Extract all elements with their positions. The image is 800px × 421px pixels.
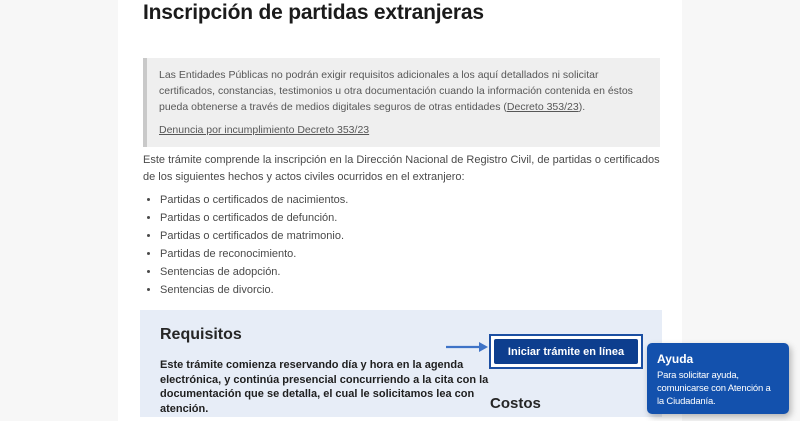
start-procedure-button-focus-ring xyxy=(489,334,643,369)
notice-text: Las Entidades Públicas no podrán exigir requisitos adicionales a los aquí detallados ni solicitar certificados, constancias, testimonios u otra documentación cuando la información contenida en éstos pueda obtenerse a través de medios digitales seguros de otras entidades ( xyxy=(159,69,633,113)
help-tooltip-title: Ayuda xyxy=(657,352,694,366)
start-procedure-button[interactable]: Iniciar trámite en línea xyxy=(494,339,638,364)
list-item: • Sentencias de divorcio. xyxy=(160,284,640,297)
page-title: Inscripción de partidas extranjeras xyxy=(143,1,484,24)
decree-link[interactable]: Decreto 353/23 xyxy=(506,101,579,113)
arrow-right-icon xyxy=(445,340,489,354)
requisitos-paragraph: Este trámite comienza reservando día y hora en la agenda electrónica, y continúa presencial concurriendo a la cita con la documentación que se detalla, el cual le solicitamos lea con atención. xyxy=(160,359,489,415)
costos-heading: Costos xyxy=(490,395,541,412)
requisitos-heading: Requisitos xyxy=(160,326,242,343)
intro-paragraph: Este trámite comprende la inscripción en la Dirección Nacional de Registro Civil, de partidas o certificados de los siguientes hechos y actos civiles ocurridos en el extranjero: xyxy=(143,154,660,183)
list-item: • Partidas de reconocimiento. xyxy=(160,248,640,261)
public-entities-notice xyxy=(143,58,660,147)
help-tooltip xyxy=(647,343,789,414)
help-tooltip-body: Para solicitar ayuda, comunicarse con Atención a la Ciudadanía. xyxy=(657,370,771,407)
list-item: • Partidas o certificados de matrimonio. xyxy=(160,230,640,243)
complaint-decree-link[interactable]: Denuncia por incumplimiento Decreto 353/23 xyxy=(159,124,370,136)
list-item: • Partidas o certificados de nacimientos. xyxy=(160,194,640,207)
list-item: • Partidas o certificados de defunción. xyxy=(160,212,640,225)
notice-text-suffix: ). xyxy=(578,101,586,113)
list-item: • Sentencias de adopción. xyxy=(160,266,640,279)
civil-acts-list xyxy=(160,194,640,302)
